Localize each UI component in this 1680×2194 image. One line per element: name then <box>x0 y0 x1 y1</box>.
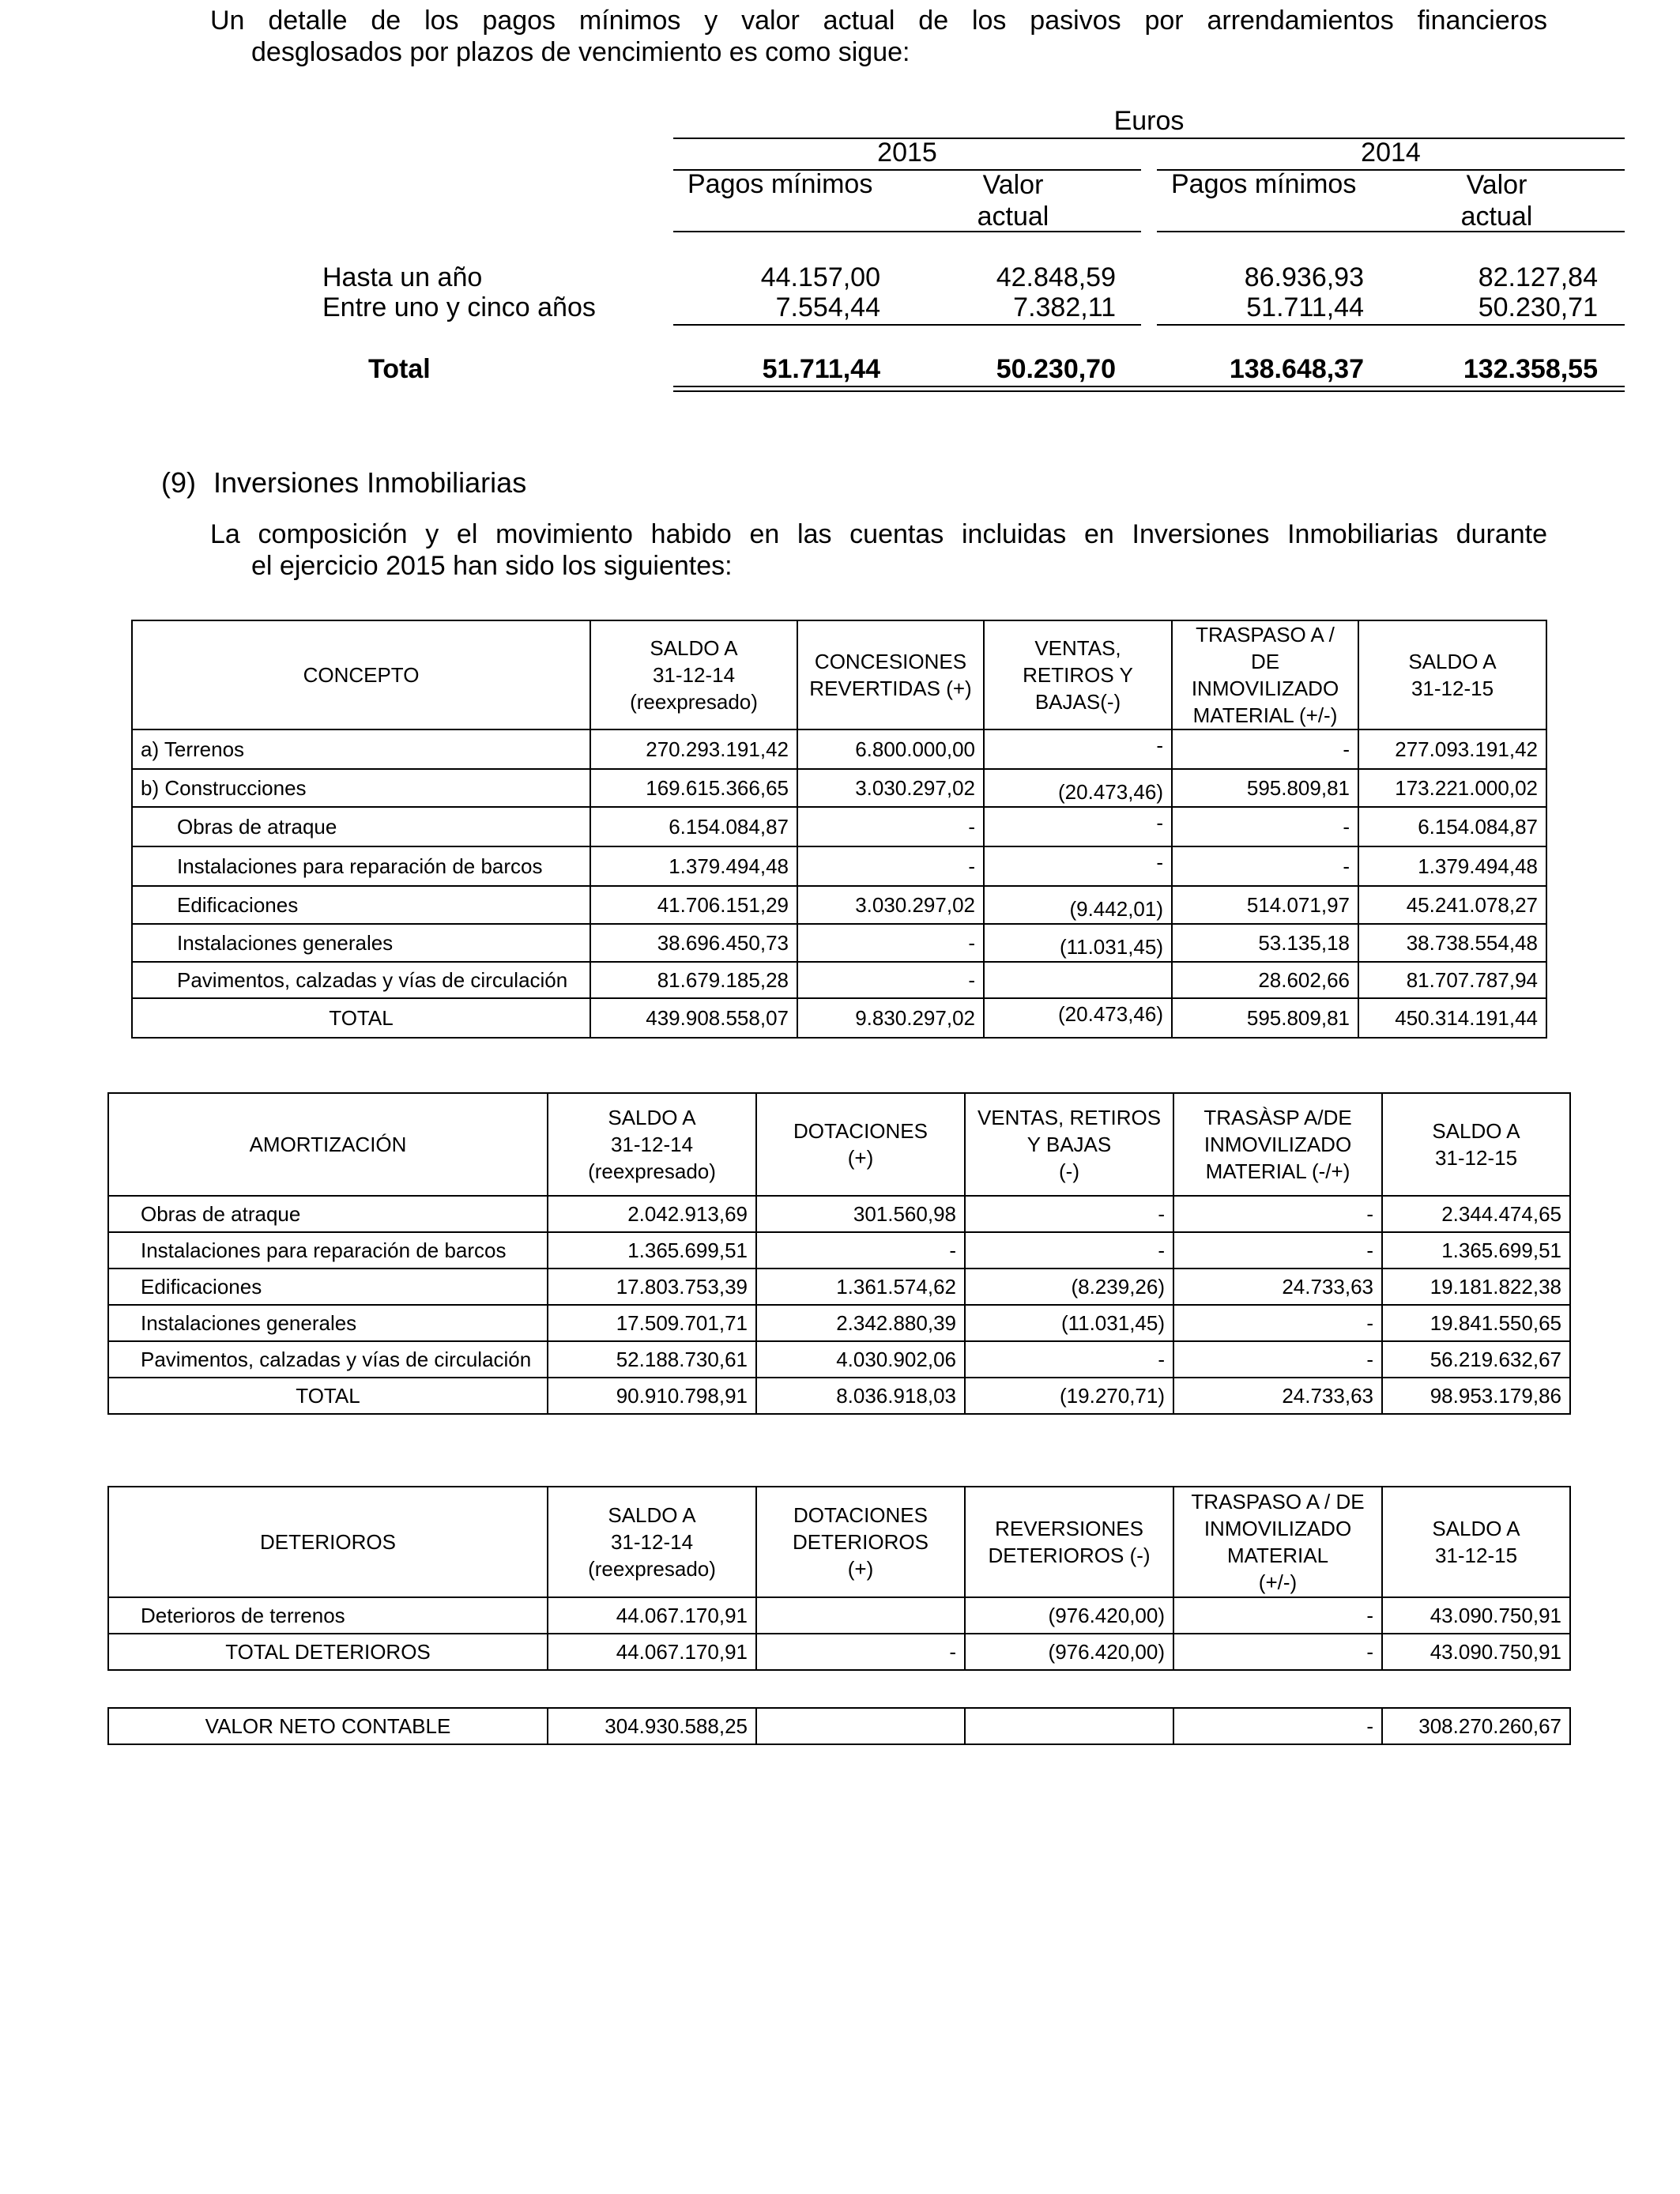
cell: - <box>1172 807 1358 846</box>
lease-currency-label: Euros <box>1113 106 1185 136</box>
lease-col-min-payments-2014: Pagos mínimos <box>1171 169 1357 199</box>
cell: (11.031,45) <box>965 1305 1173 1341</box>
cell: - <box>1173 1305 1382 1341</box>
header-line: SALDO A 31-12-14 (reexpresado) <box>588 1503 716 1581</box>
row-label: Edificaciones <box>132 886 590 924</box>
table-total-row <box>108 1634 1570 1670</box>
row-label: b) Construcciones <box>132 769 590 807</box>
cell: 38.696.450,73 <box>590 924 797 962</box>
row-label: Obras de atraque <box>108 1196 548 1232</box>
cell: - <box>797 962 984 998</box>
cell: - <box>797 924 984 962</box>
table-total-row <box>108 1708 1570 1744</box>
row-label: Pavimentos, calzadas y vías de circulación <box>132 962 590 998</box>
header-cell <box>797 620 984 729</box>
intro-line-1: Un detalle de los pagos mínimos y valor actual de los pasivos por arrendamientos financieros <box>210 6 1547 36</box>
cell: 3.030.297,02 <box>797 886 984 924</box>
table-header-row <box>108 1487 1570 1597</box>
table-total-row <box>132 998 1546 1038</box>
cell: 90.910.798,91 <box>548 1378 756 1414</box>
row-label: TOTAL DETERIOROS <box>108 1634 548 1670</box>
cell: 98.953.179,86 <box>1382 1378 1570 1414</box>
table-row <box>108 1305 1570 1341</box>
cell <box>756 1597 965 1634</box>
cell: (20.473,46) <box>984 769 1172 807</box>
amortization-table <box>107 1092 1571 1415</box>
header-cell <box>984 620 1172 729</box>
section-line-2: el ejercicio 2015 han sido los siguientes: <box>251 551 733 581</box>
cell: 308.270.260,67 <box>1382 1708 1570 1744</box>
cell: 43.090.750,91 <box>1382 1634 1570 1670</box>
cell: 24.733,63 <box>1173 1269 1382 1305</box>
cell: (9.442,01) <box>984 886 1172 924</box>
lease-row-label: Hasta un año <box>322 262 483 292</box>
header-cell: DETERIOROS <box>108 1487 548 1597</box>
cell: 2.342.880,39 <box>756 1305 965 1341</box>
lease-col-present-value-2015-l2: actual <box>977 202 1049 232</box>
table-row <box>108 1196 1570 1232</box>
table-row <box>108 1269 1570 1305</box>
cell: 6.154.084,87 <box>590 807 797 846</box>
section-number: (9) <box>161 466 196 499</box>
lease-col-present-value-2014-l1: Valor <box>1466 170 1527 200</box>
header-line: SALDO A 31-12-15 <box>1408 650 1497 700</box>
cell: 270.293.191,42 <box>590 729 797 769</box>
row-label: TOTAL <box>108 1378 548 1414</box>
lease-row-value: 42.848,59 <box>996 262 1116 292</box>
cell: 17.803.753,39 <box>548 1269 756 1305</box>
header-cell <box>965 1487 1173 1597</box>
cell: - <box>797 807 984 846</box>
lease-year-2015: 2015 <box>877 138 937 168</box>
lease-row-value: 44.157,00 <box>760 262 880 292</box>
cell: 9.830.297,02 <box>797 998 984 1038</box>
header-cell <box>1382 1093 1570 1196</box>
header-cell <box>1172 620 1358 729</box>
lease-row-label: Entre uno y cinco años <box>322 292 596 322</box>
header-line: SALDO A 31-12-14 (reexpresado) <box>630 636 758 714</box>
header-cell: AMORTIZACIÓN <box>108 1093 548 1196</box>
header-line: CONCESIONES REVERTIDAS (+) <box>809 650 972 700</box>
table-row <box>132 769 1546 807</box>
intro-line-2: desglosados por plazos de vencimiento es como sigue: <box>251 37 910 67</box>
lease-col-present-value-2015 <box>948 169 1078 232</box>
lease-rule-total-1 <box>673 386 1625 387</box>
lease-col-present-value-2014 <box>1432 169 1561 232</box>
lease-row-value: 51.711,44 <box>1246 292 1364 322</box>
table-row <box>132 729 1546 769</box>
cell: 304.930.588,25 <box>548 1708 756 1744</box>
cell: 24.733,63 <box>1173 1378 1382 1414</box>
cell: 45.241.078,27 <box>1358 886 1546 924</box>
cell: - <box>965 1232 1173 1269</box>
lease-rule-header-2015 <box>673 231 1141 232</box>
cell: 6.154.084,87 <box>1358 807 1546 846</box>
cell: - <box>797 846 984 886</box>
cell: - <box>984 846 1172 886</box>
cell: 3.030.297,02 <box>797 769 984 807</box>
lease-row-value: 82.127,84 <box>1478 262 1598 292</box>
cell: 81.707.787,94 <box>1358 962 1546 998</box>
cell: 8.036.918,03 <box>756 1378 965 1414</box>
header-line: TRASPASO A / DE INMOVILIZADO MATERIAL (+/-) <box>1191 1490 1365 1594</box>
header-cell <box>590 620 797 729</box>
lease-total-label: Total <box>368 354 431 384</box>
header-line: SALDO A 31-12-15 <box>1432 1517 1520 1567</box>
row-label: Edificaciones <box>108 1269 548 1305</box>
cell: - <box>1173 1232 1382 1269</box>
cell: (8.239,26) <box>965 1269 1173 1305</box>
table-row <box>132 807 1546 846</box>
cell: - <box>984 807 1172 846</box>
cell: - <box>1173 1341 1382 1378</box>
lease-row-value: 7.554,44 <box>775 292 880 322</box>
cell: 514.071,97 <box>1172 886 1358 924</box>
table-header-row <box>108 1093 1570 1196</box>
cell: (19.270,71) <box>965 1378 1173 1414</box>
header-line: SALDO A 31-12-15 <box>1432 1119 1520 1170</box>
cell: 1.379.494,48 <box>1358 846 1546 886</box>
cell: 43.090.750,91 <box>1382 1597 1570 1634</box>
cell: - <box>984 729 1172 769</box>
header-cell <box>965 1093 1173 1196</box>
section-paragraph <box>210 518 1547 582</box>
cell: 173.221.000,02 <box>1358 769 1546 807</box>
cell: 4.030.902,06 <box>756 1341 965 1378</box>
cell: - <box>1172 729 1358 769</box>
cell <box>965 1708 1173 1744</box>
section-title: Inversiones Inmobiliarias <box>213 466 527 499</box>
cell: - <box>756 1634 965 1670</box>
lease-row-value: 7.382,11 <box>1013 292 1116 322</box>
table-row <box>132 886 1546 924</box>
cell: 44.067.170,91 <box>548 1634 756 1670</box>
lease-col-present-value-2015-l1: Valor <box>982 170 1044 200</box>
header-cell <box>1358 620 1546 729</box>
header-line: VENTAS, RETIROS Y BAJAS (-) <box>977 1106 1162 1183</box>
cell: (976.420,00) <box>965 1634 1173 1670</box>
cell: (976.420,00) <box>965 1597 1173 1634</box>
cell: 17.509.701,71 <box>548 1305 756 1341</box>
row-label: Instalaciones generales <box>132 924 590 962</box>
header-cell <box>756 1093 965 1196</box>
net-book-value-table <box>107 1707 1571 1745</box>
cell: 56.219.632,67 <box>1382 1341 1570 1378</box>
cell: 53.135,18 <box>1172 924 1358 962</box>
lease-row-value: 50.230,71 <box>1478 292 1598 322</box>
header-cell <box>756 1487 965 1597</box>
lease-total-value: 51.711,44 <box>762 354 880 384</box>
cell: - <box>1173 1708 1382 1744</box>
cell: 19.181.822,38 <box>1382 1269 1570 1305</box>
cell: - <box>1172 846 1358 886</box>
cell: 81.679.185,28 <box>590 962 797 998</box>
header-line: VENTAS, RETIROS Y BAJAS(-) <box>1023 636 1133 714</box>
cell: 19.841.550,65 <box>1382 1305 1570 1341</box>
lease-total-value: 132.358,55 <box>1463 354 1598 384</box>
lease-rule-total-2 <box>673 390 1625 392</box>
table-row <box>108 1232 1570 1269</box>
row-label: Deterioros de terrenos <box>108 1597 548 1634</box>
cell: 595.809,81 <box>1172 998 1358 1038</box>
lease-col-present-value-2014-l2: actual <box>1460 202 1533 232</box>
lease-year-2014: 2014 <box>1361 138 1421 168</box>
header-cell <box>548 1487 756 1597</box>
header-line: TRASPASO A / DE INMOVILIZADO MATERIAL (+/-) <box>1191 623 1339 727</box>
impairment-table <box>107 1486 1571 1671</box>
cell: 6.800.000,00 <box>797 729 984 769</box>
cell: 41.706.151,29 <box>590 886 797 924</box>
header-line: SALDO A 31-12-14 (reexpresado) <box>588 1106 716 1183</box>
table-row <box>132 924 1546 962</box>
cell: - <box>756 1232 965 1269</box>
lease-row-value: 86.936,93 <box>1244 262 1364 292</box>
investments-table <box>131 620 1547 1039</box>
cell: 595.809,81 <box>1172 769 1358 807</box>
row-label: Obras de atraque <box>132 807 590 846</box>
table-row <box>132 846 1546 886</box>
row-label: Instalaciones generales <box>108 1305 548 1341</box>
cell: 169.615.366,65 <box>590 769 797 807</box>
cell: (11.031,45) <box>984 924 1172 962</box>
cell: - <box>1173 1634 1382 1670</box>
row-label: TOTAL <box>132 998 590 1038</box>
row-label: Pavimentos, calzadas y vías de circulación <box>108 1341 548 1378</box>
cell: - <box>1173 1597 1382 1634</box>
cell: 439.908.558,07 <box>590 998 797 1038</box>
lease-total-value: 50.230,70 <box>996 354 1116 384</box>
cell: 2.344.474,65 <box>1382 1196 1570 1232</box>
row-label: Instalaciones para reparación de barcos <box>108 1232 548 1269</box>
cell: 38.738.554,48 <box>1358 924 1546 962</box>
cell: 1.365.699,51 <box>1382 1232 1570 1269</box>
lease-total-value: 138.648,37 <box>1229 354 1364 384</box>
cell: 277.093.191,42 <box>1358 729 1546 769</box>
cell: 44.067.170,91 <box>548 1597 756 1634</box>
cell: 52.188.730,61 <box>548 1341 756 1378</box>
header-cell <box>1173 1487 1382 1597</box>
cell: - <box>965 1341 1173 1378</box>
header-cell <box>548 1093 756 1196</box>
table-row <box>132 962 1546 998</box>
cell: - <box>965 1196 1173 1232</box>
cell: (20.473,46) <box>984 998 1172 1038</box>
cell <box>984 962 1172 998</box>
table-total-row <box>108 1378 1570 1414</box>
row-label: a) Terrenos <box>132 729 590 769</box>
cell: 28.602,66 <box>1172 962 1358 998</box>
lease-rule-subtotal-2015 <box>673 324 1141 326</box>
lease-rule-header-2014 <box>1157 231 1625 232</box>
cell: 450.314.191,44 <box>1358 998 1546 1038</box>
cell <box>756 1708 965 1744</box>
header-line: TRASÀSP A/DE INMOVILIZADO MATERIAL (-/+) <box>1203 1106 1352 1183</box>
header-cell <box>1173 1093 1382 1196</box>
row-label: VALOR NETO CONTABLE <box>108 1708 548 1744</box>
row-label: Instalaciones para reparación de barcos <box>132 846 590 886</box>
cell: 301.560,98 <box>756 1196 965 1232</box>
table-row <box>108 1597 1570 1634</box>
section-heading <box>161 466 526 499</box>
lease-rule-subtotal-2014 <box>1157 324 1625 326</box>
header-cell: CONCEPTO <box>132 620 590 729</box>
cell: 1.365.699,51 <box>548 1232 756 1269</box>
intro-paragraph <box>210 5 1547 68</box>
table-row <box>108 1341 1570 1378</box>
header-cell <box>1382 1487 1570 1597</box>
cell: 2.042.913,69 <box>548 1196 756 1232</box>
cell: 1.379.494,48 <box>590 846 797 886</box>
header-line: DOTACIONES DETERIOROS (+) <box>793 1503 929 1581</box>
header-line: DOTACIONES (+) <box>793 1119 928 1170</box>
cell: - <box>1173 1196 1382 1232</box>
table-header-row <box>132 620 1546 729</box>
header-line: REVERSIONES DETERIOROS (-) <box>988 1517 1151 1567</box>
lease-col-min-payments-2015: Pagos mínimos <box>687 169 873 199</box>
section-line-1: La composición y el movimiento habido en las cuentas incluidas en Inversiones Inmobiliarias durante <box>210 519 1547 549</box>
cell: 1.361.574,62 <box>756 1269 965 1305</box>
